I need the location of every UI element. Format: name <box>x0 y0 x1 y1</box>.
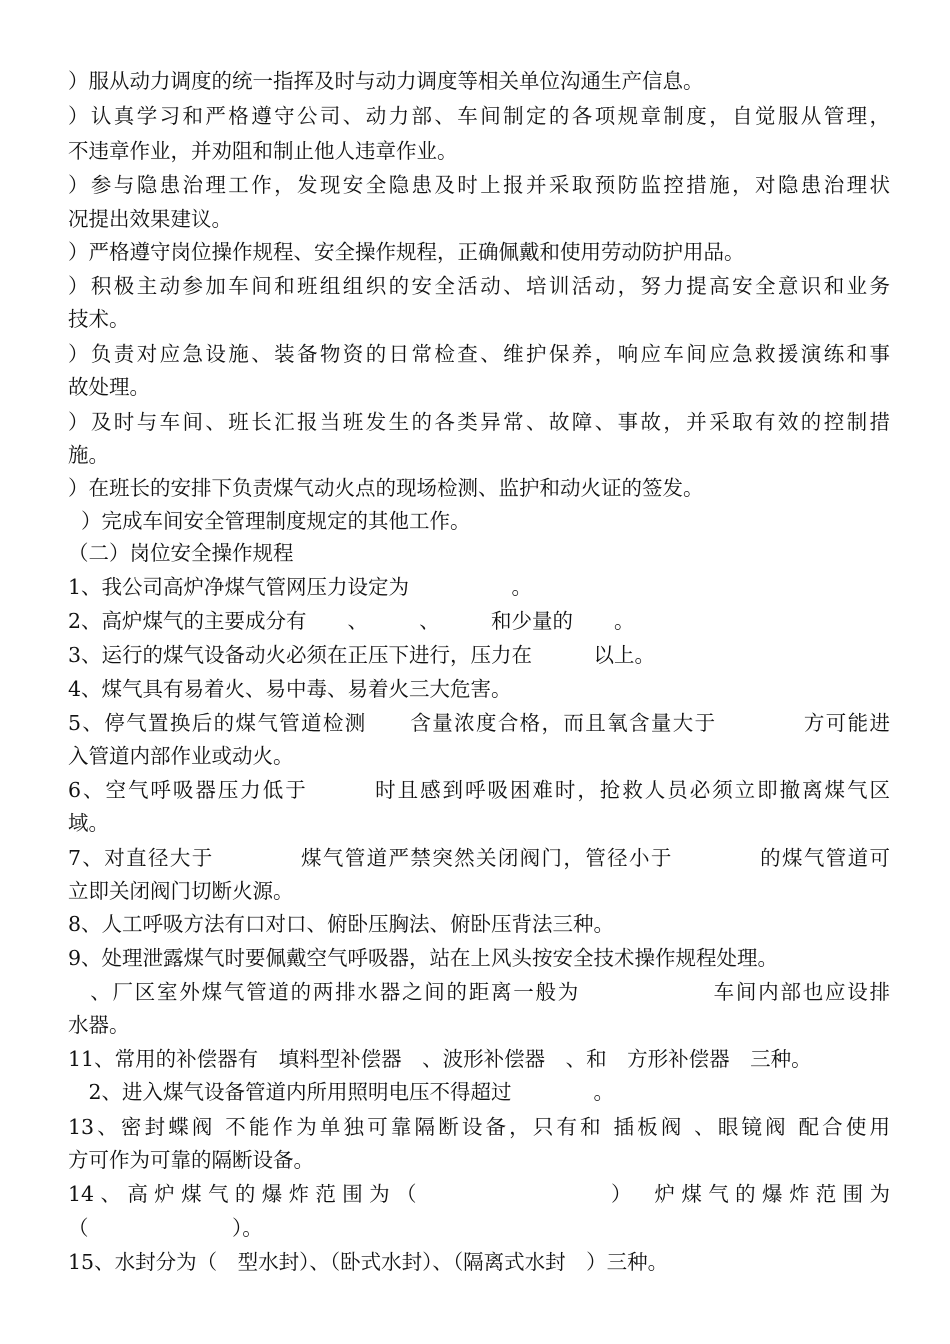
text-line: 技术。 <box>68 307 130 331</box>
text-line: （ ）。 <box>68 1216 263 1240</box>
text-line: 11、常用的补偿器有 填料型补偿器 、波形补偿器 、和 方形补偿器 三种。 <box>68 1047 812 1071</box>
section-heading: （二）岗位安全操作规程 <box>68 541 294 565</box>
text-line: 13、密封蝶阀 不能作为单独可靠隔断设备，只有和 插板阀 、眼镜阀 配合使用 <box>68 1115 890 1139</box>
text-line: 14、高炉煤气的爆炸范围为（ ） 炉煤气的爆炸范围为 <box>68 1182 890 1206</box>
text-line: ）参与隐患治理工作，发现安全隐患及时上报并采取预防监控措施，对隐患治理状 <box>68 173 890 197</box>
text-line: 立即关闭阀门切断火源。 <box>68 879 294 903</box>
text-line: 2、高炉煤气的主要成分有 、 、 和少量的 。 <box>68 609 635 633</box>
text-line: 6、空气呼吸器压力低于 时且感到呼吸困难时，抢救人员必须立即撤离煤气区 <box>68 778 890 802</box>
text-line: 9、处理泄露煤气时要佩戴空气呼吸器，站在上风头按安全技术操作规程处理。 <box>68 946 779 970</box>
text-line: 1、我公司高炉净煤气管网压力设定为 。 <box>68 575 533 599</box>
text-line: ）严格遵守岗位操作规程、安全操作规程，正确佩戴和使用劳动防护用品。 <box>68 240 745 264</box>
text-line: ）及时与车间、班长汇报当班发生的各类异常、故障、事故，并采取有效的控制措 <box>68 410 890 434</box>
text-line: 、厂区室外煤气管道的两排水器之间的距离一般为 车间内部也应设排 <box>68 980 890 1004</box>
text-line: 域。 <box>68 811 109 835</box>
text-line: 况提出效果建议。 <box>68 207 232 231</box>
text-line: 4、煤气具有易着火、易中毒、易着火三大危害。 <box>68 677 512 701</box>
text-line: 5、停气置换后的煤气管道检测 含量浓度合格，而且氧含量大于 方可能进 <box>68 711 890 735</box>
text-line: ）完成车间安全管理制度规定的其他工作。 <box>68 509 471 533</box>
text-line: 水器。 <box>68 1013 130 1037</box>
text-line: 15、水封分为（ 型水封）、（卧式水封）、（隔离式水封 ）三种。 <box>68 1250 669 1274</box>
text-line: 施。 <box>68 443 109 467</box>
text-line: 2、进入煤气设备管道内所用照明电压不得超过 。 <box>68 1080 615 1104</box>
text-line: 不违章作业，并劝阻和制止他人违章作业。 <box>68 139 458 163</box>
text-line: ）负责对应急设施、装备物资的日常检查、维护保养，响应车间应急救援演练和事 <box>68 342 890 366</box>
text-line: 故处理。 <box>68 375 150 399</box>
text-line: ）积极主动参加车间和班组组织的安全活动、培训活动，努力提高安全意识和业务 <box>68 274 890 298</box>
text-line: 3、运行的煤气设备动火必须在正压下进行，压力在 以上。 <box>68 643 656 667</box>
text-line: 8、人工呼吸方法有口对口、俯卧压胸法、俯卧压背法三种。 <box>68 912 615 936</box>
text-line: ）认真学习和严格遵守公司、动力部、车间制定的各项规章制度，自觉服从管理， <box>68 104 890 128</box>
text-line: ）在班长的安排下负责煤气动火点的现场检测、监护和动火证的签发。 <box>68 476 704 500</box>
text-line: 7、对直径大于 煤气管道严禁突然关闭阀门，管径小于 的煤气管道可 <box>68 846 890 870</box>
text-line: ）服从动力调度的统一指挥及时与动力调度等相关单位沟通生产信息。 <box>68 69 704 93</box>
text-line: 入管道内部作业或动火。 <box>68 744 294 768</box>
text-line: 方可作为可靠的隔断设备。 <box>68 1148 314 1172</box>
